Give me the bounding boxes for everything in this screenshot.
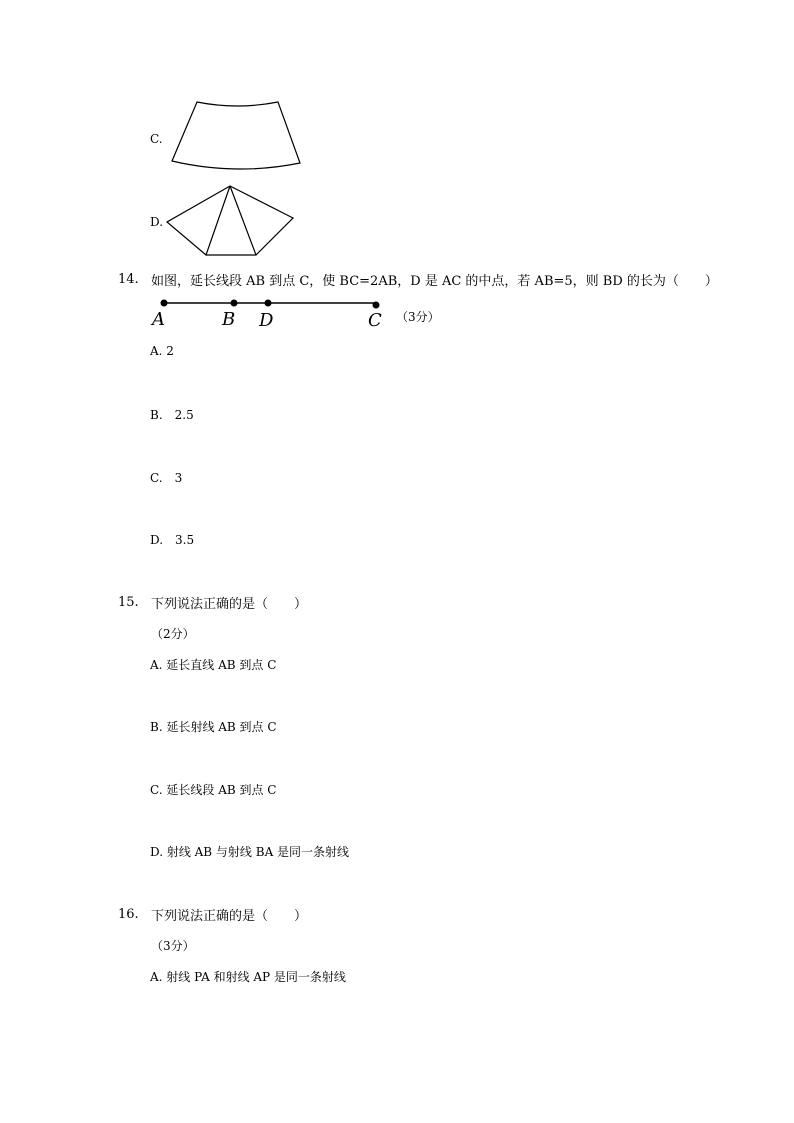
q14-stem: 如图，延长线段 AB 到点 C，使 BC=2AB，D 是 AC 的中点，若 AB=5，则 BD 的长为（ ） [151,274,718,289]
q16-option-a[interactable]: A. 射线 PA 和射线 AP 是同一条射线 [150,970,346,984]
q15-option-d[interactable]: D. 射线 AB 与射线 BA 是同一条射线 [150,845,350,859]
point-c [373,302,380,309]
q14-line-segment-figure [0,0,794,340]
q14-option-c[interactable]: C. 3 [150,471,183,485]
label-b: B [222,309,236,330]
q16-stem: 下列说法正确的是（ ） [151,909,308,924]
q15-points: （2分） [151,627,195,641]
q13-option-c-label[interactable]: C. [150,132,163,146]
q15-stem: 下列说法正确的是（ ） [151,597,308,612]
q14-option-a[interactable]: A. 2 [150,344,174,358]
q14-option-d[interactable]: D. 3.5 [150,533,195,547]
label-a: A [152,309,165,330]
label-c: C [368,310,382,331]
point-b [231,300,238,307]
q16-points: （3分） [151,939,195,953]
q14-number: 14. [118,272,139,287]
point-d [265,300,272,307]
q15-number: 15. [118,595,139,610]
q14-option-b[interactable]: B. 2.5 [150,408,194,422]
label-d: D [259,310,274,331]
q13-option-d-label[interactable]: D. [150,215,164,229]
q14-points: （3分） [396,310,440,324]
q15-option-b[interactable]: B. 延长射线 AB 到点 C [150,720,277,734]
point-a [161,300,168,307]
q15-option-c[interactable]: C. 延长线段 AB 到点 C [150,783,277,797]
q15-option-a[interactable]: A. 延长直线 AB 到点 C [150,658,277,672]
q16-number: 16. [118,907,139,922]
